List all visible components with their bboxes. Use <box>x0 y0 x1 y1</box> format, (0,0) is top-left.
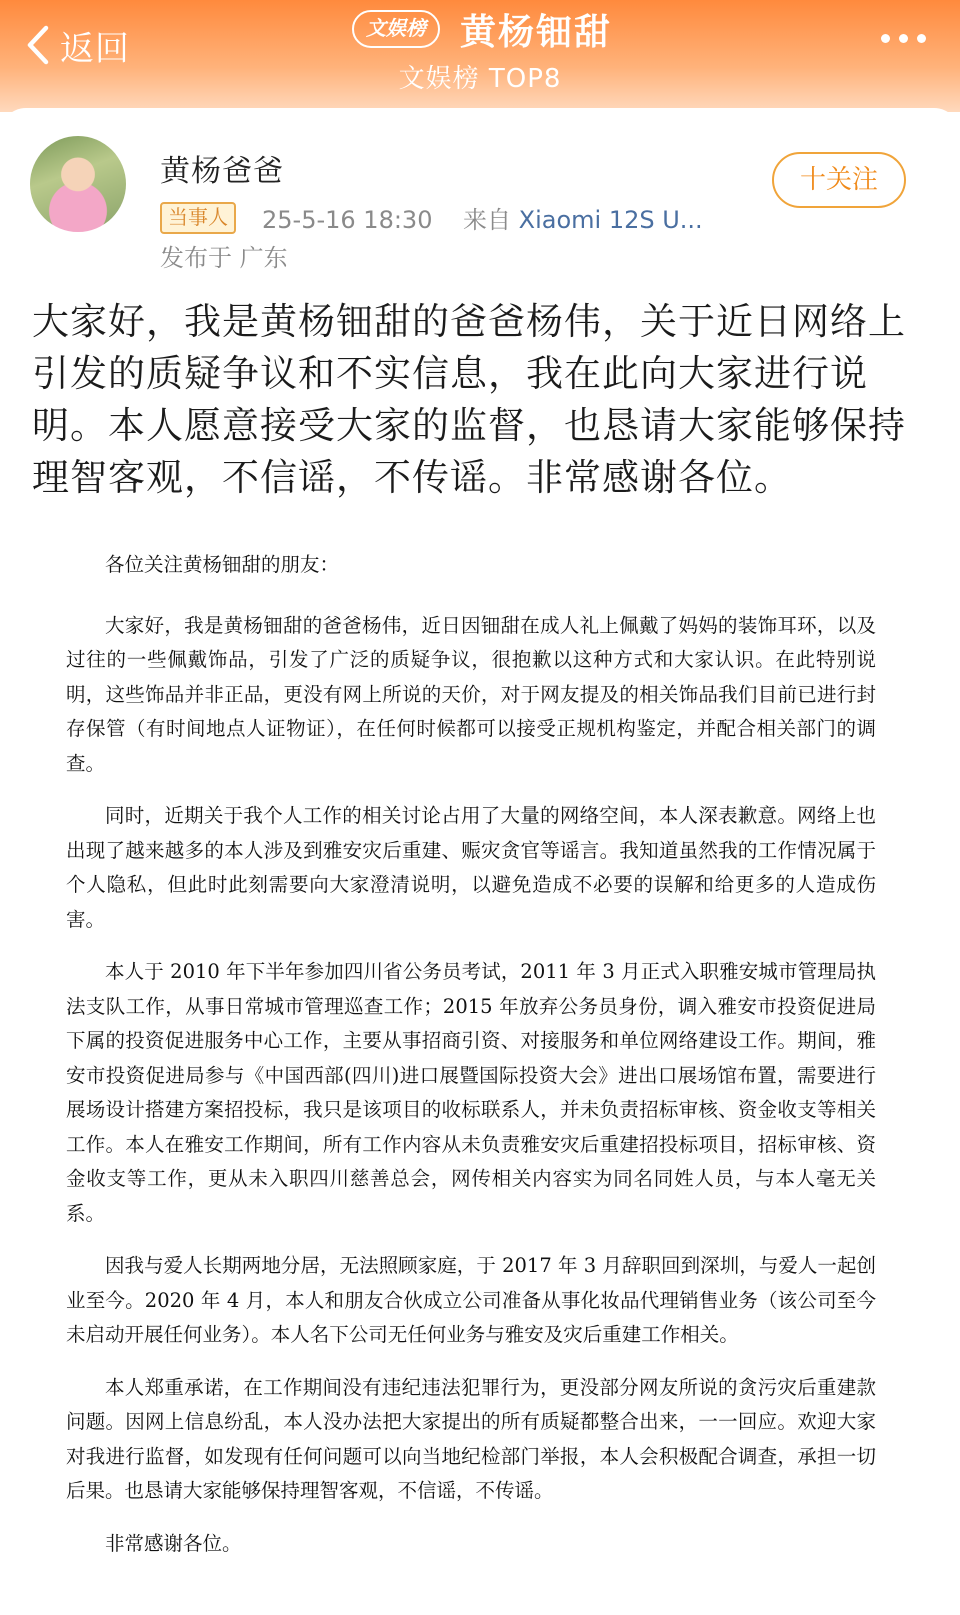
letter-paragraph: 因我与爱人长期两地分居，无法照顾家庭，于 2017 年 3 月辞职回到深圳，与爱人一起创业至今。2020 年 4 月，本人和朋友合伙成立公司准备从事化妆品代理销售业务（该公司至今未启动开展任何业务）。本人名下公司无任何业务与雅安及灾后重建工作相关。 <box>66 1254 876 1346</box>
back-label: 返回 <box>60 28 130 69</box>
device-link[interactable]: Xiaomi 12S U... <box>518 206 703 234</box>
letter-paragraph: 大家好，我是黄杨钿甜的爸爸杨伟，近日因钿甜在成人礼上佩戴了妈妈的装饰耳环，以及过往的一些佩戴饰品，引发了广泛的质疑争议，很抱歉以这种方式和大家认识。在此特别说明，这些饰品并非正品，更没有网上所说的天价，对于网友提及的相关饰品我们目前已进行封存保管（有时间地点人证物证），在任何时候都可以接受正规机构鉴定，并配合相关部门的调查。 <box>66 613 876 775</box>
username[interactable]: 黄杨爸爸 <box>160 154 284 189</box>
post-time: 25-5-16 18:30 <box>262 206 433 234</box>
statement-letter-image[interactable] <box>66 548 876 1579</box>
letter-greeting: 各位关注黄杨钿甜的朋友： <box>105 553 340 576</box>
post-card <box>0 108 960 1615</box>
letter-paragraph: 本人于 2010 年下半年参加四川省公务员考试，2011 年 3 月正式入职雅安城市管理局执法支队工作，从事日常城市管理巡查工作；2015 年放弃公务员身份，调入雅安市投资促进局下属的投资促进服务中心工作，主要从事招商引资、对接服务和单位网络建设工作。期间，雅安市投资促进局参与《中国西部(四川)进口展暨国际投资大会》进出口展场馆布置，需要进行展场设计搭建方案招投标，我只是该项目的收标联系人，并未负责招标审核、资金收支等相关工作。本人在雅安工作期间，所有工作内容从未负责雅安灾后重建招投标项目，招标审核、资金收支等工作，更从未入职四川慈善总会，网传相关内容实为同名同姓人员，与本人毫无关系。 <box>66 960 876 1225</box>
letter-paragraph: 本人郑重承诺，在工作期间没有违纪违法犯罪行为，更没部分网友所说的贪污灾后重建款问题。因网上信息纷乱，本人没办法把大家提出的所有质疑都整合出来，一一回应。欢迎大家对我进行监督，如发现有任何问题可以向当地纪检部门举报，本人会积极配合调查，承担一切后果。也恳请大家能够保持理智客观，不信谣，不传谣。 <box>66 1375 876 1502</box>
ranking-tag: 文娱榜 <box>352 10 440 48</box>
top-bar <box>0 0 960 112</box>
more-options-icon[interactable] <box>881 34 926 43</box>
source-prefix: 来自 <box>463 206 512 234</box>
post-text: 大家好，我是黄杨钿甜的爸爸杨伟，关于近日网络上引发的质疑争议和不实信息，我在此向大家进行说明。本人愿意接受大家的监督，也恳请大家能够保持理智客观，不信谣，不传谣。非常感谢各位。 <box>32 300 906 499</box>
post-location: 发布于 广东 <box>160 244 288 272</box>
avatar[interactable] <box>30 136 126 232</box>
ranking-subtitle: 文娱榜 TOP8 <box>398 64 562 94</box>
letter-paragraph: 非常感谢各位。 <box>105 1531 242 1555</box>
party-badge: 当事人 <box>160 202 236 234</box>
topic-title: 黄杨钿甜 <box>460 12 613 53</box>
post-meta <box>262 200 703 235</box>
letter-paragraph: 同时，近期关于我个人工作的相关讨论占用了大量的网络空间，本人深表歉意。网络上也出现了越来越多的本人涉及到雅安灾后重建、赈灾贪官等谣言。我知道虽然我的工作情况属于个人隐私，但此时此刻需要向大家澄清说明，以避免造成不必要的误解和给更多的人造成伤害。 <box>66 804 876 931</box>
follow-button[interactable]: 十关注 <box>772 152 906 208</box>
